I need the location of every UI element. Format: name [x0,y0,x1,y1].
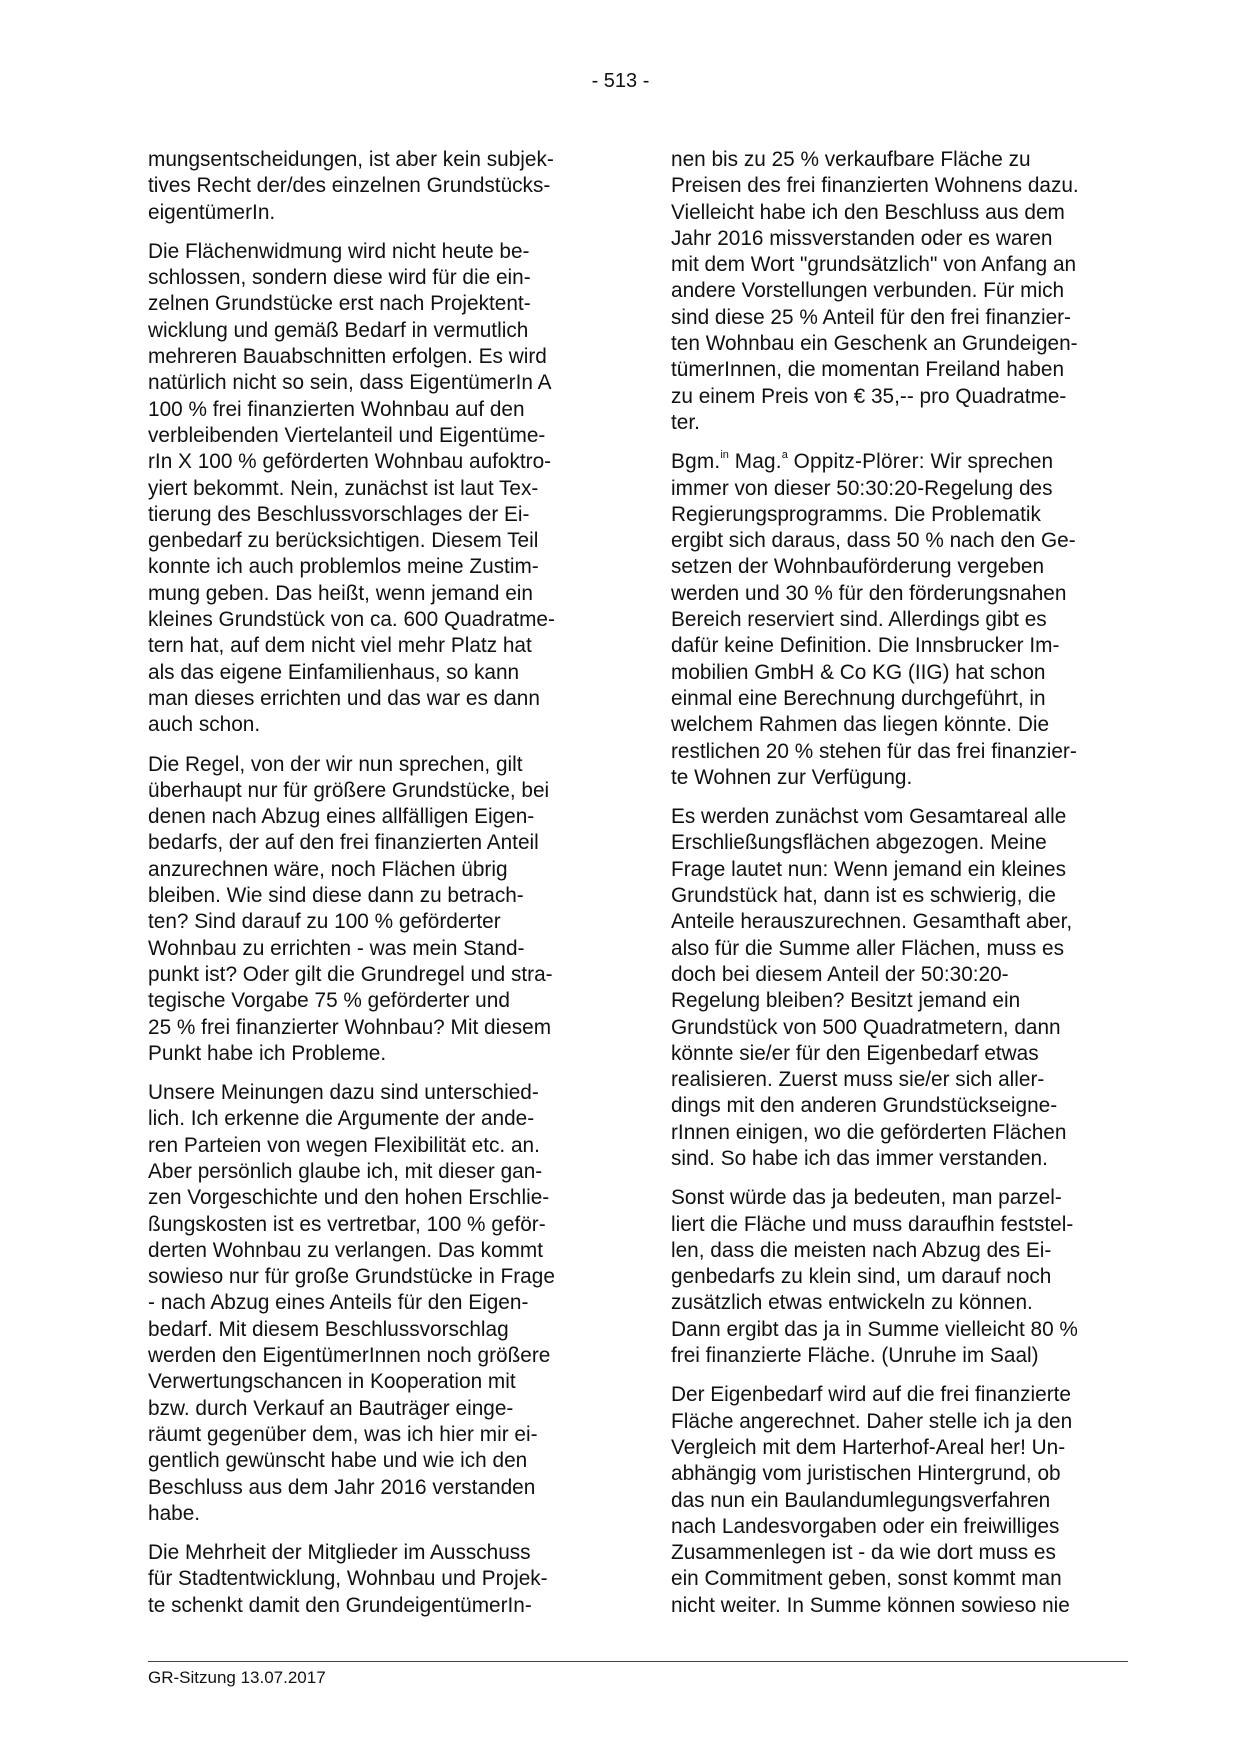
text-line: Grundstück hat, dann ist es schwierig, die [671,884,1056,908]
text-line: ergibt sich daraus, dass 50 % nach den Ge- [671,529,1076,553]
text-line: natürlich nicht so sein, dass EigentümerIn A [148,371,552,395]
paragraph [148,147,600,226]
text-line: Aber persönlich glaube ich, mit dieser gan- [148,1159,543,1183]
paragraph [671,804,1131,1172]
paragraph [671,1185,1131,1369]
text-line: Erschließungsflächen abgezogen. Meine [671,831,1047,855]
text-line: - nach Abzug eines Anteils für den Eigen- [148,1291,529,1315]
text-line: Vielleicht habe ich den Beschluss aus dem [671,200,1065,224]
text-line: Anteile herauszurechnen. Gesamthaft aber, [671,910,1073,934]
text-line: bedarfs, der auf den frei finanzierten Anteil [148,831,539,855]
right-column [671,147,1131,1632]
text-line: zen Vorgeschichte und den hohen Erschlie- [148,1186,550,1210]
text-line: ter. [671,410,700,434]
text-line: wicklung und gemäß Bedarf in vermutlich [148,318,529,342]
paragraph [671,1382,1131,1619]
text-line: zu einem Preis von € 35,-- pro Quadratme- [671,384,1067,408]
speaker-degree-superscript: a [781,449,788,462]
text-line: doch bei diesem Anteil der 50:30:20- [671,962,1009,986]
text-line: ten Wohnbau ein Geschenk an Grundeigen- [671,332,1078,356]
text-line: Preisen des frei finanzierten Wohnens dazu. [671,174,1079,198]
text-line: sind diese 25 % Anteil für den frei finanzier- [671,305,1071,329]
text-line: werden den EigentümerInnen noch größere [148,1344,551,1368]
text-line: ein Commitment geben, sonst kommt man [671,1567,1062,1591]
text-line: auch schon. [148,713,261,737]
text-line: tives Recht der/des einzelnen Grundstücks- [148,174,551,198]
text-line: für Stadtentwicklung, Wohnbau und Projek- [148,1567,548,1591]
text-line: mung geben. Das heißt, wenn jemand ein [148,581,533,605]
text-line: abhängig vom juristischen Hintergrund, ob [671,1462,1061,1486]
text-line: kleines Grundstück von ca. 600 Quadratme- [148,608,555,632]
text-line: realisieren. Zuerst muss sie/er sich aller- [671,1068,1045,1092]
text-line: das nun ein Baulandumlegungsverfahren [671,1488,1051,1512]
text-line: dings mit den anderen Grundstückseigne- [671,1094,1058,1118]
text-line: Regierungsprogramms. Die Problematik [671,502,1041,526]
text-line: denen nach Abzug eines allfälligen Eigen- [148,805,535,829]
text-line: rInnen einigen, wo die geförderten Flächen [671,1120,1067,1144]
text-line: 25 % frei finanzierter Wohnbau? Mit diesem [148,1015,552,1039]
text-line: bzw. durch Verkauf an Bauträger einge- [148,1396,514,1420]
text-line: bedarf. Mit diesem Beschlussvorschlag [148,1317,509,1341]
text-line: gentlich gewünscht habe und wie ich den [148,1449,528,1473]
speaker-text: Wir sprechen [930,450,1054,474]
speaker-title: Bgm. [671,450,721,474]
text-line: also für die Summe aller Flächen, muss es [671,936,1064,960]
footer-divider [148,1661,1128,1662]
text-line: Zusammenlegen ist - da wie dort muss es [671,1541,1056,1565]
paragraph [148,752,600,1068]
text-line: bleiben. Wie sind diese dann zu betrach- [148,884,524,908]
text-line: tern hat, auf dem nicht viel mehr Platz hat [148,634,532,658]
text-line: Vergleich mit dem Harterhof-Areal her! Un- [671,1435,1066,1459]
footer-session-label: GR-Sitzung 13.07.2017 [148,1668,326,1687]
left-column [148,147,600,1632]
paragraph [671,449,1131,791]
paragraph [148,239,600,739]
text-line: genbedarfs zu klein sind, um darauf noch [671,1265,1052,1289]
text-line: räumt gegenüber dem, was ich hier mir ei- [148,1422,538,1446]
text-line: verbleibenden Viertelanteil und Eigentüme- [148,423,546,447]
text-line: mobilien GmbH & Co KG (IIG) hat schon [671,660,1046,684]
text-line: Beschluss aus dem Jahr 2016 verstanden [148,1475,536,1499]
text-line: Es werden zunächst vom Gesamtareal alle [671,805,1067,829]
text-line: restlichen 20 % stehen für das frei finanzier- [671,739,1077,763]
text-line: Regelung bleiben? Besitzt jemand ein [671,989,1021,1013]
text-line: konnte ich auch problemlos meine Zustim- [148,555,539,579]
text-line: als das eigene Einfamilienhaus, so kann [148,660,520,684]
speaker-line [671,449,1131,475]
text-line: man dieses errichten und das war es dann [148,686,540,710]
text-line: mungsentscheidungen, ist aber kein subjek- [148,148,554,171]
text-line: Punkt habe ich Probleme. [148,1041,387,1065]
text-line: Jahr 2016 missverstanden oder es waren [671,226,1053,250]
text-line: zelnen Grundstücke erst nach Projektent- [148,292,531,316]
text-line: Die Regel, von der wir nun sprechen, gilt [148,752,523,776]
paragraph [148,1080,600,1527]
text-line: überhaupt nur für größere Grundstücke, bei [148,778,550,802]
text-line: nicht weiter. In Summe können sowieso nie [671,1593,1070,1617]
text-line: ren Parteien von wegen Flexibilität etc. an. [148,1133,540,1157]
text-line: Der Eigenbedarf wird auf die frei finanzierte [671,1383,1071,1407]
text-line: Bereich reserviert sind. Allerdings gibt es [671,608,1047,632]
text-line: einmal eine Berechnung durchgeführt, in [671,686,1046,710]
text-line: mit dem Wort "grundsätzlich" von Anfang an [671,253,1077,277]
text-line: immer von dieser 50:30:20-Regelung des [671,476,1053,500]
text-line: yiert bekommt. Nein, zunächst ist laut Tex- [148,476,539,500]
text-line: Fläche angerechnet. Daher stelle ich ja den [671,1409,1073,1433]
text-line: nen bis zu 25 % verkaufbare Fläche zu [671,148,1031,171]
text-line: 100 % frei finanzierten Wohnbau auf den [148,397,525,421]
text-line: liert die Fläche und muss daraufhin feststel- [671,1212,1074,1236]
text-line: Dann ergibt das ja in Summe vielleicht 80 % [671,1317,1078,1341]
text-line: werden und 30 % für den förderungsnahen [671,581,1067,605]
text-line: Sonst würde das ja bedeuten, man parzel- [671,1186,1062,1210]
text-line: ßungskosten ist es vertretbar, 100 % geför- [148,1212,546,1236]
text-line: ten? Sind darauf zu 100 % geförderter [148,910,501,934]
text-line: tegische Vorgabe 75 % geförderter und [148,989,510,1013]
page-number: - 513 - [591,70,650,92]
text-line: Verwertungschancen in Kooperation mit [148,1370,516,1394]
text-line: tierung des Beschlussvorschlages der Ei- [148,502,530,526]
speaker-title-superscript: in [720,449,729,462]
text-line: genbedarf zu berücksichtigen. Diesem Teil [148,529,539,553]
text-line: könnte sie/er für den Eigenbedarf etwas [671,1041,1039,1065]
text-line: Die Mehrheit der Mitglieder im Ausschuss [148,1541,531,1565]
text-line: eigentümerIn. [148,200,276,224]
text-line: welchem Rahmen das liegen könnte. Die [671,713,1050,737]
text-line: habe. [148,1501,201,1525]
text-line: nach Landesvorgaben oder ein freiwilliges [671,1514,1060,1538]
paragraph [671,147,1131,436]
text-line: Wohnbau zu errichten - was mein Stand- [148,936,525,960]
text-line: zusätzlich etwas entwickeln zu können. [671,1291,1033,1315]
text-line: rIn X 100 % geförderten Wohnbau aufoktro- [148,450,552,474]
text-line: len, dass die meisten nach Abzug des Ei- [671,1238,1052,1262]
text-line: dafür keine Definition. Die Innsbrucker Im- [671,634,1060,658]
text-line: setzen der Wohnbauförderung vergeben [671,555,1045,579]
text-line: te Wohnen zur Verfügung. [671,765,913,789]
text-line: Frage lautet nun: Wenn jemand ein kleines [671,857,1066,881]
text-line: Die Flächenwidmung wird nicht heute be- [148,239,530,263]
speaker-degree: Mag. [734,450,782,474]
speaker-name: Oppitz-Plörer: [793,450,925,474]
text-line: andere Vorstellungen verbunden. Für mich [671,279,1065,303]
text-line: mehreren Bauabschnitten erfolgen. Es wird [148,345,547,369]
text-line: lich. Ich erkenne die Argumente der ande- [148,1107,535,1131]
text-line: schlossen, sondern diese wird für die ein- [148,266,531,290]
text-line: derten Wohnbau zu verlangen. Das kommt [148,1238,543,1262]
text-line: frei finanzierte Fläche. (Unruhe im Saal) [671,1344,1039,1368]
text-line: anzurechnen wäre, noch Flächen übrig [148,857,508,881]
text-line: sowieso nur für große Grundstücke in Frage [148,1265,555,1289]
text-line: Unsere Meinungen dazu sind unterschied- [148,1081,539,1105]
text-line: Grundstück von 500 Quadratmetern, dann [671,1015,1061,1039]
paragraph [148,1540,600,1619]
text-line: te schenkt damit den GrundeigentümerIn- [148,1593,532,1617]
text-line: tümerInnen, die momentan Freiland haben [671,358,1065,382]
text-line: punkt ist? Oder gilt die Grundregel und stra- [148,962,553,986]
text-line: sind. So habe ich das immer verstanden. [671,1146,1048,1170]
